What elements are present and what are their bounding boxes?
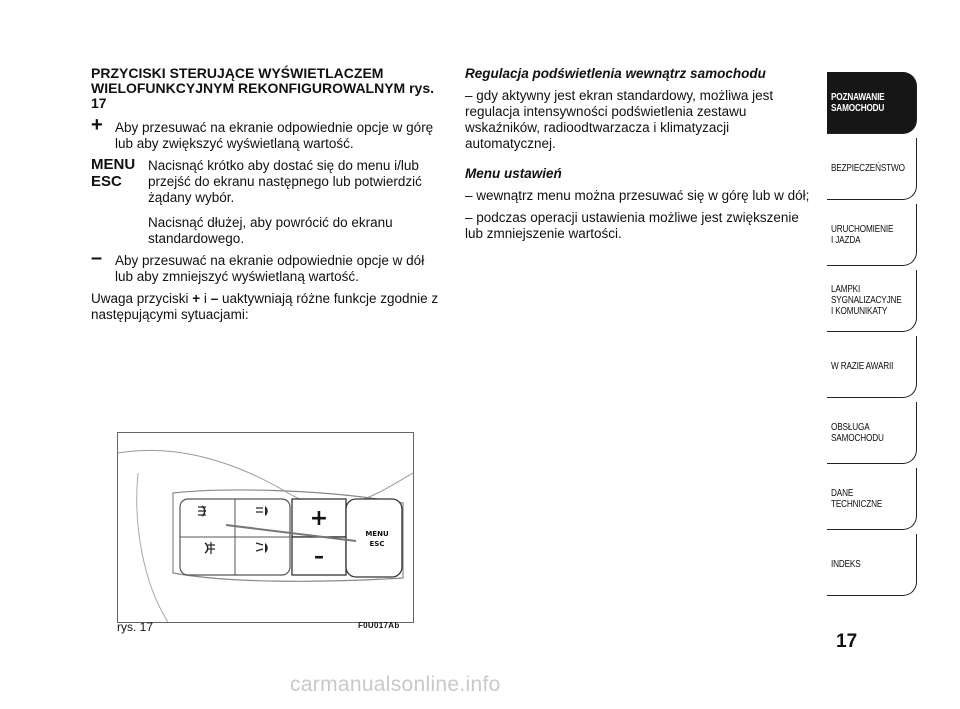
note-minus: –	[210, 291, 219, 306]
note-plus: +	[192, 291, 201, 306]
settings-heading: Menu ustawień	[465, 166, 562, 181]
page-number: 17	[836, 631, 858, 652]
watermark: carmanualsonline.info	[290, 673, 501, 696]
minus-symbol: –	[91, 247, 103, 269]
sidebar-tab-label: INDEKS	[831, 559, 861, 570]
sidebar-tab-6[interactable]	[827, 402, 917, 464]
figure-esc-label[interactable]: ESC	[369, 540, 385, 548]
sidebar-tab-label: W RAZIE AWARII	[831, 361, 894, 372]
figure-plus-button[interactable]: +	[309, 506, 329, 531]
figure-control-panel	[117, 432, 414, 623]
control-panel-illustration	[118, 433, 413, 622]
note-text-b: uaktywniają różne funkcje zgodnie z następującymi sytuacjami:	[91, 291, 439, 322]
minus-button-description	[91, 247, 439, 285]
figure-menu-label[interactable]: MENU	[365, 530, 389, 538]
rear-fog-icon	[198, 506, 206, 516]
sidebar-tab-5[interactable]	[827, 336, 917, 398]
sidebar-tab-1[interactable]	[827, 72, 917, 134]
menu-text-long: Nacisnąć dłużej, aby powrócić do ekranu standardowego.	[148, 215, 393, 246]
lighting-paragraph: – gdy aktywny jest ekran standardowy, możliwa jest regulacja intensywności podświetlenia zestawu wskaźników, radioodtwarzacza i klimatyzacji automatycznej.	[465, 88, 774, 151]
figure-minus-button[interactable]: –	[314, 544, 324, 568]
section-sidebar	[827, 72, 917, 600]
sidebar-tab-label: LAMPKI SYGNALIZACYJNE I KOMUNIKATY	[831, 284, 902, 317]
plus-button-description	[91, 114, 439, 152]
sidebar-tab-label: OBSŁUGA SAMOCHODU	[831, 421, 884, 444]
sidebar-tab-label: DANE TECHNICZNE	[831, 487, 883, 510]
menu-esc-description	[91, 158, 439, 247]
left-column	[91, 66, 439, 329]
sidebar-tab-3[interactable]	[827, 204, 917, 266]
settings-paragraph-1: – wewnątrz menu można przesuwać się w górę lub w dół;	[465, 188, 810, 203]
plus-text: Aby przesuwać na ekranie odpowiednie opcje w górę lub aby zwiększyć wyświetlaną wartość.	[115, 120, 434, 151]
settings-paragraph-2: – podczas operacji ustawienia możliwe jest zwiększenie lub zmniejszenie wartości.	[465, 210, 799, 241]
sidebar-tab-4[interactable]	[827, 270, 917, 332]
sidebar-tab-8[interactable]	[827, 534, 917, 596]
note-text-i: i	[200, 291, 211, 306]
sidebar-tab-label: POZNAWANIE SAMOCHODU	[831, 91, 885, 114]
sidebar-tab-2[interactable]	[827, 138, 917, 200]
sidebar-tab-label: URUCHOMIENIE I JAZDA	[831, 223, 894, 246]
figure-caption: rys. 17	[117, 620, 154, 634]
note-text-a: Uwaga przyciski	[91, 291, 193, 306]
sidebar-tab-label: BEZPIECZEŃSTWO	[831, 163, 905, 174]
section-heading: PRZYCISKI STERUJĄCE WYŚWIETLACZEM WIELOFUNKCYJNYM REKONFIGUROWALNYM rys. 17	[91, 65, 435, 111]
right-column	[465, 66, 810, 248]
sidebar-tab-7[interactable]	[827, 468, 917, 530]
lighting-heading: Regulacja podświetlenia wewnątrz samochodu	[465, 66, 766, 81]
note-paragraph	[91, 291, 439, 323]
menu-text-short: Nacisnąć krótko aby dostać się do menu i/lub przejść do ekranu następnego lub potwierdzić żądany wybór.	[148, 158, 422, 205]
figure-code: F0U017Ab	[358, 621, 400, 630]
menu-esc-symbol: MENU ESC	[91, 156, 136, 190]
minus-text: Aby przesuwać na ekranie odpowiednie opcje w dół lub aby zmniejszyć wyświetlaną wartość.	[115, 253, 425, 284]
plus-symbol: +	[91, 114, 103, 136]
